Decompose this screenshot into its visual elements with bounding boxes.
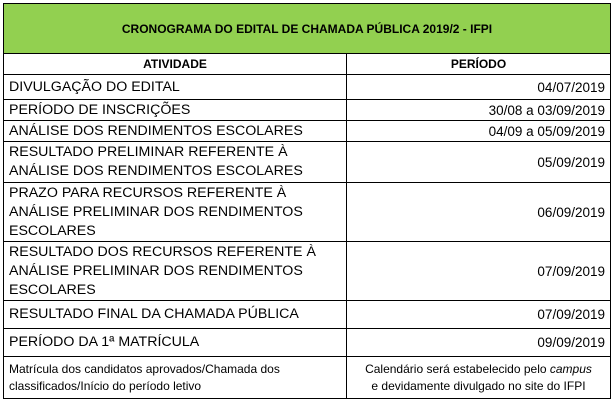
period-cell: 30/08 a 03/09/2019	[347, 100, 611, 121]
period-cell: 06/09/2019	[347, 183, 611, 242]
activity-text: ANÁLISE DOS RENDIMENTOS ESCOLARES	[9, 163, 303, 179]
period-cell: 09/09/2019	[347, 329, 611, 357]
activity-cell	[4, 75, 347, 100]
period-cell	[347, 357, 611, 399]
table-row	[4, 142, 611, 183]
period-note-line1	[352, 361, 605, 378]
table-row	[4, 100, 611, 121]
activity-text: ANÁLISE PRELIMINAR DOS RENDIMENTOS	[9, 262, 303, 279]
period-note-line2: e devidamente divulgado no site do IFPI	[371, 378, 586, 393]
schedule-table	[3, 3, 611, 399]
activity-cell	[4, 357, 347, 399]
period-cell: 07/09/2019	[347, 242, 611, 301]
activity-text: RESULTADO DOS RECURSOS REFERENTE À	[9, 243, 316, 260]
period-note-campus: campus	[549, 362, 592, 376]
activity-cell	[4, 329, 347, 357]
activity-text: PRAZO PARA RECURSOS REFERENTE À	[9, 184, 287, 201]
header-activity: ATIVIDADE	[4, 54, 347, 75]
table-title: CRONOGRAMA DO EDITAL DE CHAMADA PÚBLICA 2019/2 - IFPI	[4, 4, 611, 54]
activity-cell	[4, 121, 347, 142]
period-cell: 05/09/2019	[347, 142, 611, 183]
table-row	[4, 329, 611, 357]
table-row	[4, 183, 611, 242]
period-cell: 07/09/2019	[347, 301, 611, 329]
activity-text: RESULTADO FINAL DA CHAMADA PÚBLICA	[9, 306, 299, 322]
activity-cell	[4, 100, 347, 121]
table-row	[4, 301, 611, 329]
activity-text: classificados/Início do período letivo	[9, 378, 202, 393]
activity-text: ESCOLARES	[9, 222, 96, 239]
period-note-text: Calendário será estabelecido pelo	[365, 362, 550, 376]
activity-text: PERÍODO DA 1ª MATRÍCULA	[9, 334, 200, 350]
period-cell: 04/07/2019	[347, 75, 611, 100]
header-period: PERÍODO	[347, 54, 611, 75]
activity-cell	[4, 301, 347, 329]
table-row	[4, 75, 611, 100]
activity-text: DIVULGAÇÃO DO EDITAL	[9, 78, 180, 95]
title-row	[4, 4, 611, 54]
activity-text: Matrícula dos candidatos aprovados/Chamada dos	[9, 362, 280, 376]
table-row	[4, 121, 611, 142]
activity-text: RESULTADO PRELIMINAR REFERENTE À	[9, 144, 288, 160]
activity-text: ANÁLISE PRELIMINAR DOS RENDIMENTOS	[9, 203, 303, 220]
period-cell: 04/09 a 05/09/2019	[347, 121, 611, 142]
activity-text: ESCOLARES	[9, 281, 96, 298]
activity-text: ANÁLISE DOS RENDIMENTOS ESCOLARES	[9, 122, 303, 139]
activity-cell	[4, 142, 347, 183]
header-row	[4, 54, 611, 75]
activity-cell	[4, 183, 347, 242]
table-row	[4, 242, 611, 301]
activity-cell	[4, 242, 347, 301]
table-row-enrollment	[4, 357, 611, 399]
activity-text: PERÍODO DE INSCRIÇÕES	[9, 101, 191, 118]
